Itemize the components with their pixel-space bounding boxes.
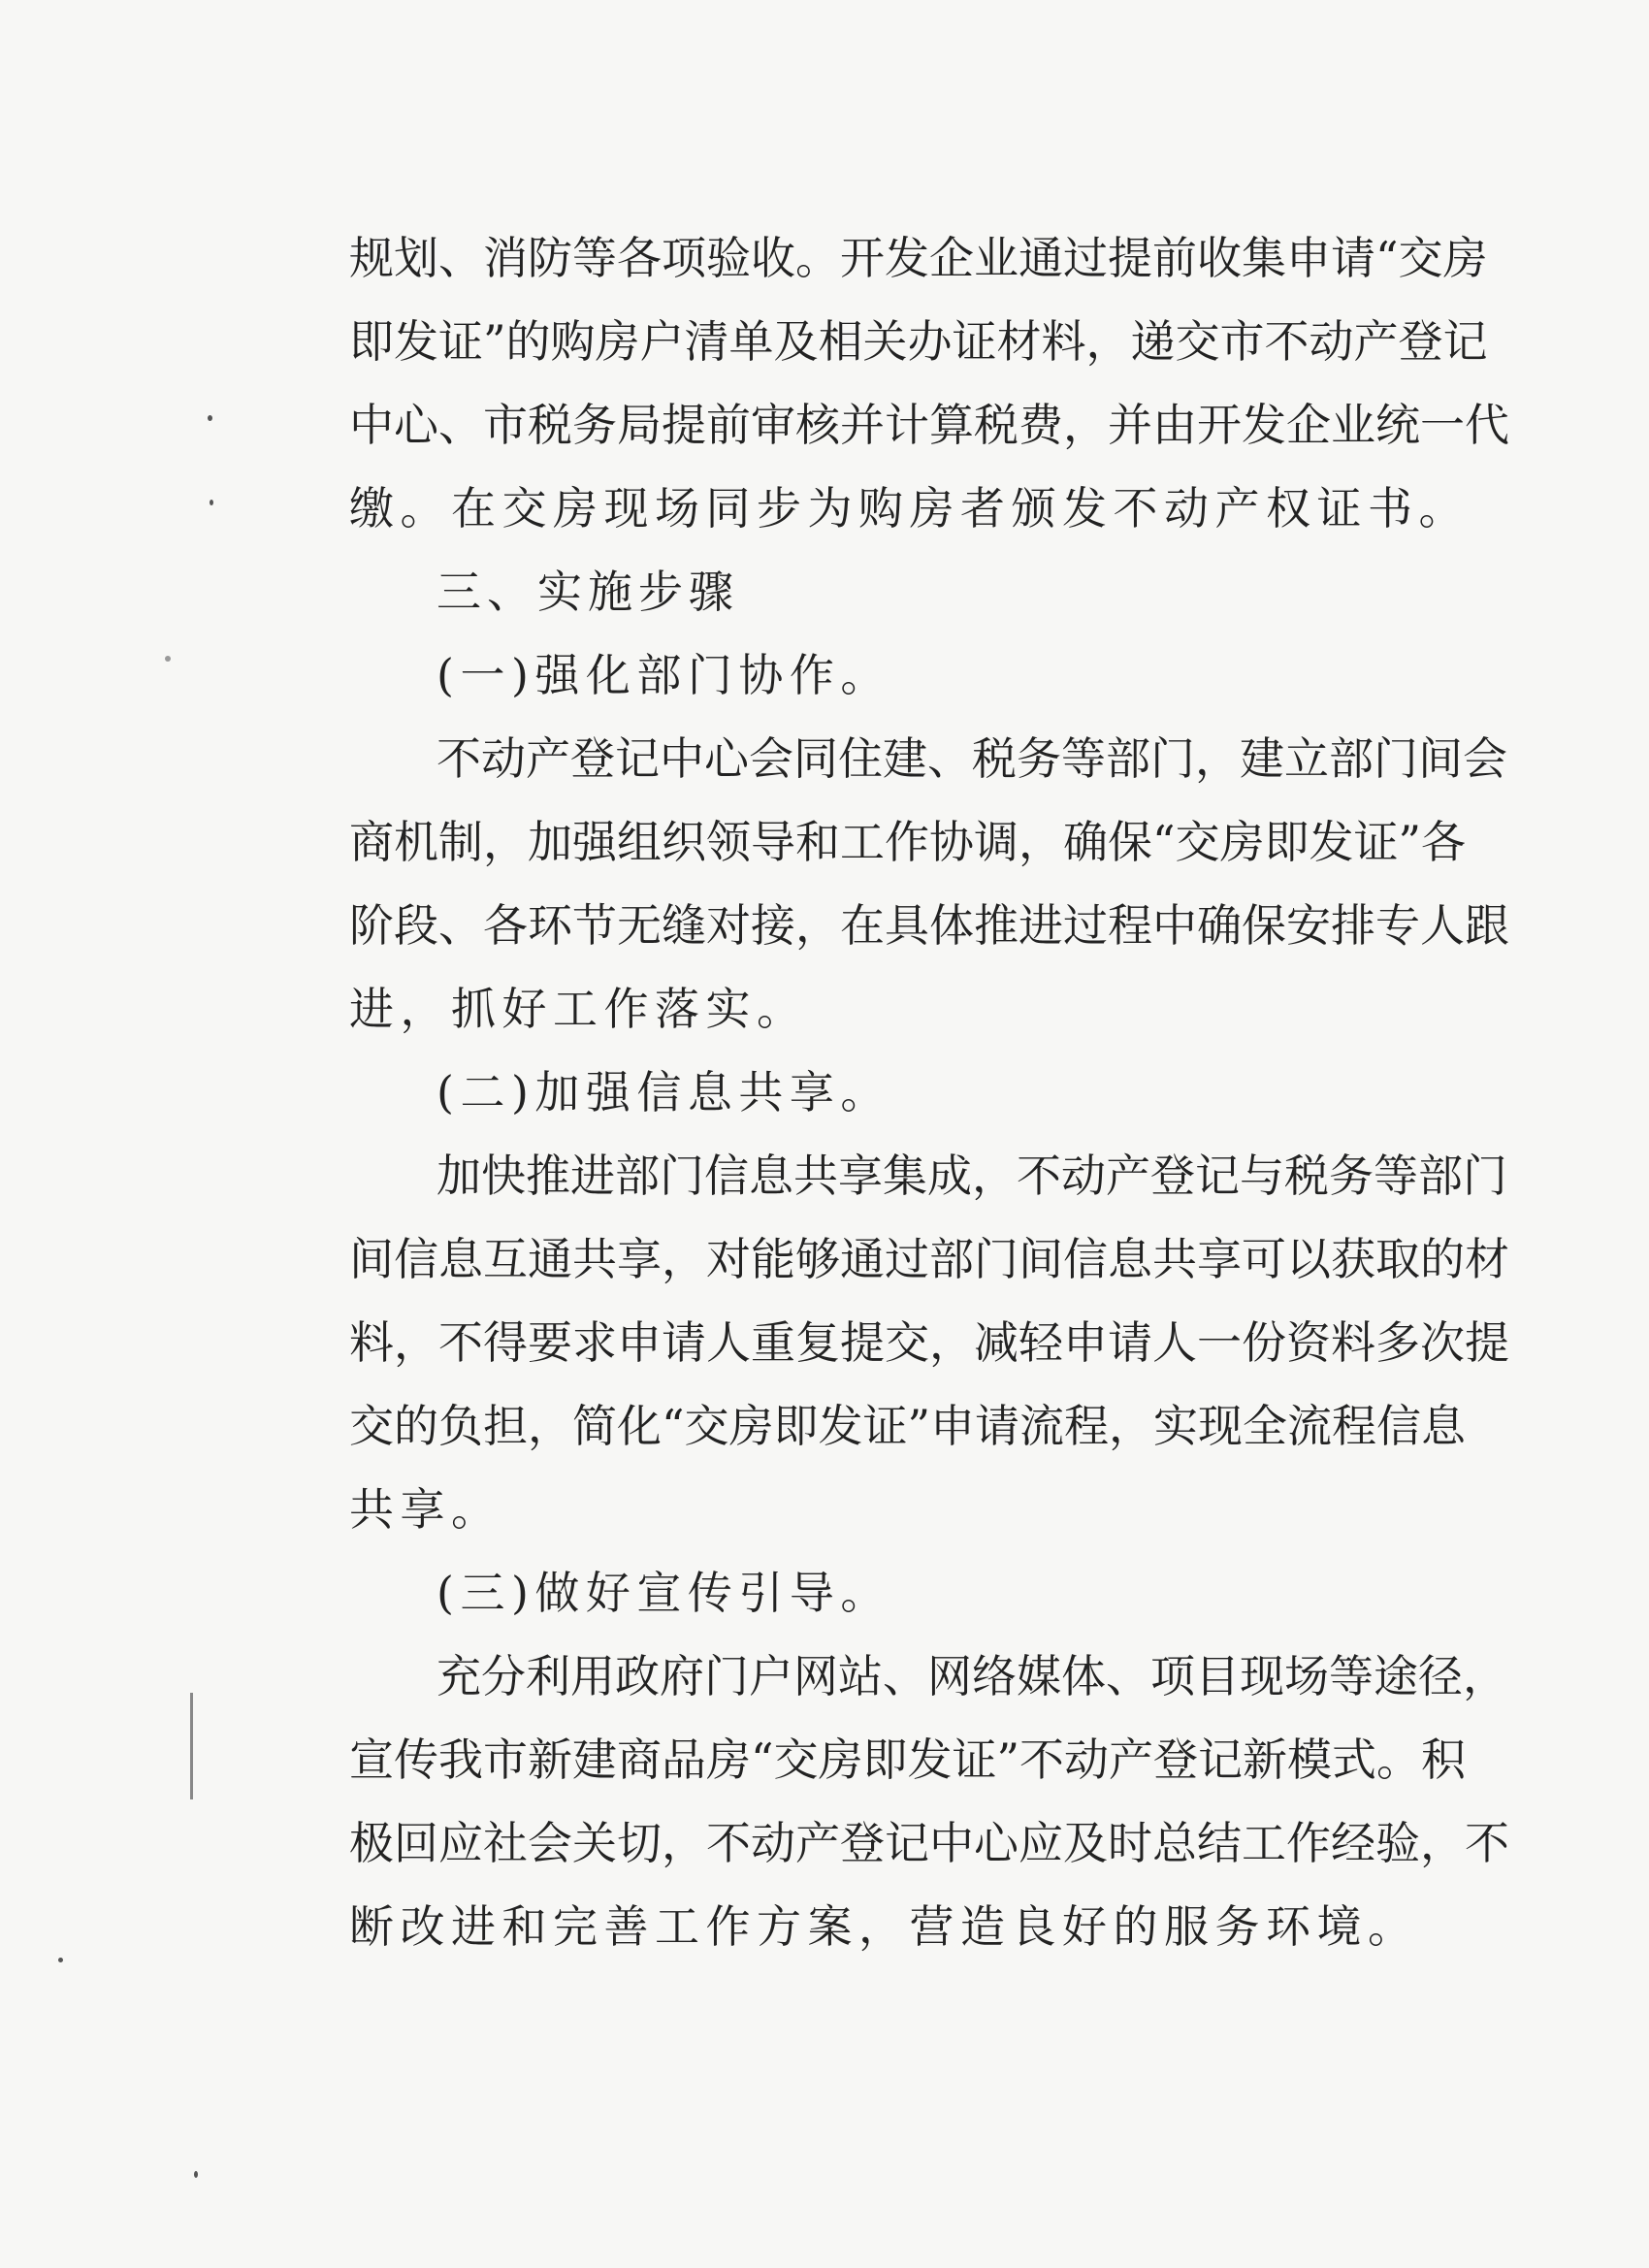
paragraph-line: 中心、市税务局提前审核并计算税费，并由开发企业统一代 — [349, 399, 1509, 451]
subsection-heading: (三)做好宣传引导。 — [436, 1567, 891, 1619]
paragraph-line: 充分利用政府门户网站、网络媒体、项目现场等途径， — [436, 1650, 1507, 1702]
paragraph-line: 宣传我市新建商品房“交房即发证”不动产登记新模式。积 — [349, 1733, 1467, 1786]
binding-mark — [190, 1693, 193, 1799]
scan-speck — [208, 415, 212, 421]
paragraph-line: 阶段、各环节无缝对接，在具体推进过程中确保安排专人跟 — [349, 899, 1509, 952]
paragraph-line: 规划、消防等各项验收。开发企业通过提前收集申请“交房 — [349, 232, 1488, 284]
paragraph-line: 进，抓好工作落实。 — [349, 983, 808, 1035]
paragraph-line: 即发证”的购房户清单及相关办证材料，递交市不动产登记 — [349, 315, 1488, 368]
scan-speck — [58, 1958, 63, 1962]
paragraph-line: 共享。 — [349, 1483, 502, 1536]
paragraph-line: 缴。在交房现场同步为购房者颁发不动产权证书。 — [349, 482, 1470, 535]
paragraph-line: 料，不得要求申请人重复提交，减轻申请人一份资料多次提 — [349, 1316, 1509, 1369]
section-heading: 三、实施步骤 — [436, 566, 739, 618]
paragraph-line: 商机制，加强组织领导和工作协调，确保“交房即发证”各 — [349, 816, 1467, 868]
paragraph-line: 交的负担，简化“交房即发证”申请流程，实现全流程信息 — [349, 1400, 1467, 1452]
scan-speck — [194, 2171, 198, 2178]
scan-speck — [165, 656, 171, 662]
paragraph-line: 断改进和完善工作方案，营造良好的服务环境。 — [349, 1900, 1419, 1953]
paragraph-line: 加快推进部门信息共享集成，不动产登记与税务等部门 — [436, 1150, 1507, 1202]
subsection-heading: (二)加强信息共享。 — [436, 1066, 891, 1118]
paragraph-line: 极回应社会关切，不动产登记中心应及时总结工作经验，不 — [349, 1817, 1509, 1869]
subsection-heading: (一)强化部门协作。 — [436, 649, 891, 701]
paragraph-line: 不动产登记中心会同住建、税务等部门，建立部门间会 — [436, 732, 1507, 785]
paragraph-line: 间信息互通共享，对能够通过部门间信息共享可以获取的材 — [349, 1233, 1509, 1285]
scan-speck — [210, 500, 213, 505]
